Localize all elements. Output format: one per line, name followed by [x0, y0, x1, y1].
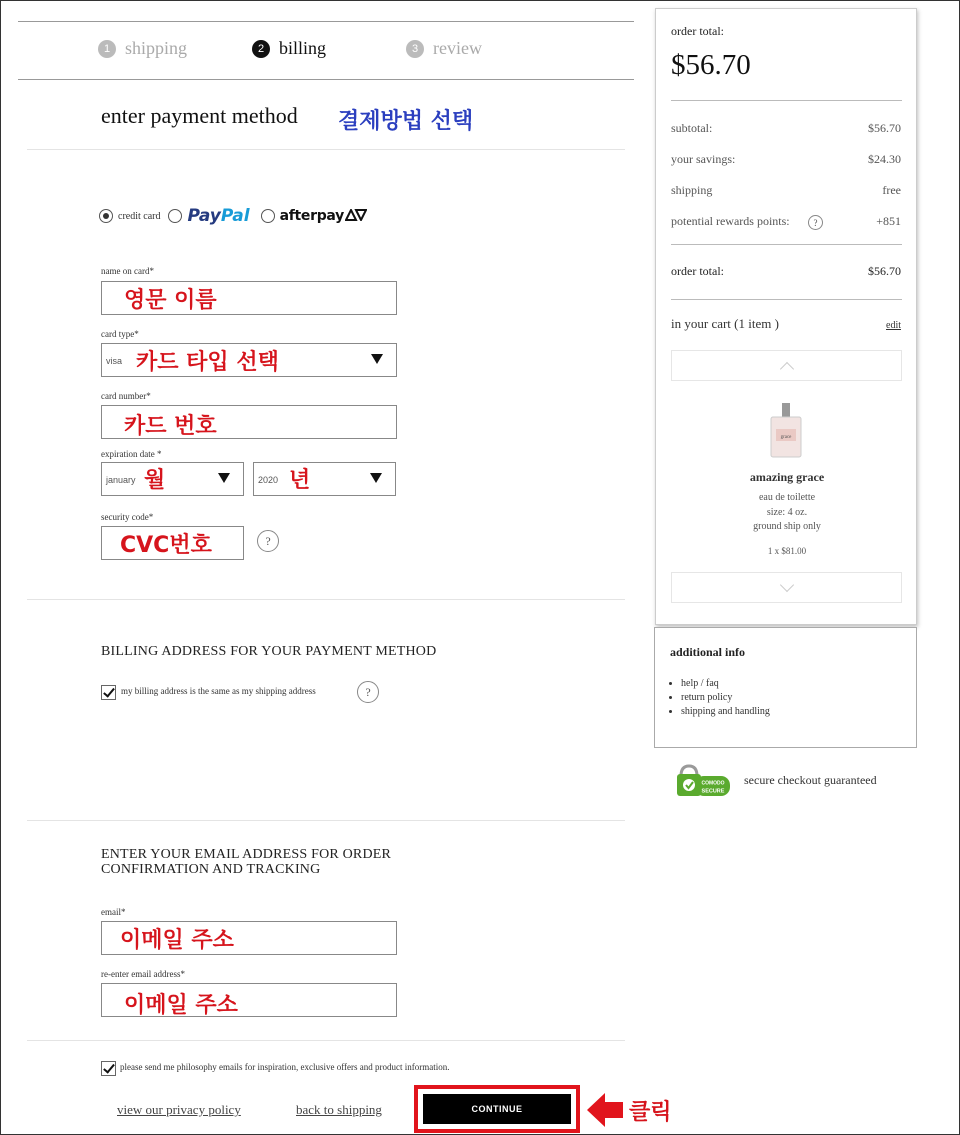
savings-label: your savings: — [671, 152, 736, 166]
cart-count-label: in your cart (1 item ) — [671, 316, 779, 331]
step-shipping[interactable] — [98, 38, 187, 59]
summary-divider — [671, 100, 902, 101]
rewards-help-icon[interactable]: ? — [808, 215, 823, 230]
checkout-steps — [18, 21, 634, 80]
order-summary — [655, 8, 917, 625]
badge-bottom-text: SECURE — [701, 788, 725, 795]
expiration-year-value: 2020 — [258, 475, 279, 485]
privacy-policy-link[interactable]: view our privacy policy — [117, 1102, 241, 1117]
reenter-email-label: re-enter email address* — [101, 969, 185, 979]
red-arrow-icon — [585, 1090, 625, 1130]
order-total-value-2: $56.70 — [868, 264, 901, 278]
carousel-up-button[interactable] — [671, 350, 902, 381]
badge-top-text: COMODO — [701, 780, 725, 787]
card-type-value: visa — [106, 356, 123, 366]
annotation-payment-method: 결제방법 선택 — [338, 109, 474, 134]
additional-info-list — [681, 677, 770, 719]
product-size: size: 4 oz. — [766, 507, 808, 518]
step-number: 1 — [98, 40, 116, 58]
carousel-down-button[interactable] — [671, 572, 902, 603]
expiration-year-select[interactable] — [253, 462, 396, 496]
security-help-icon[interactable]: ? — [257, 530, 279, 552]
paypal-logo[interactable]: PayPal — [187, 206, 250, 226]
step-number: 3 — [406, 40, 424, 58]
step-billing — [252, 38, 326, 59]
continue-button[interactable]: CONTINUE — [423, 1094, 571, 1124]
same-as-shipping-label[interactable]: my billing address is the same as my shipping address — [121, 686, 316, 696]
return-policy-link[interactable]: • return policy — [681, 691, 770, 705]
annotation-click: 클릭 — [629, 1100, 672, 1125]
afterpay-logo[interactable]: afterpay — [280, 208, 367, 224]
subtotal-value: $56.70 — [868, 121, 901, 135]
chevron-up-icon — [779, 361, 793, 375]
rewards-value: +851 — [876, 214, 901, 228]
billing-address-title: BILLING ADDRESS FOR YOUR PAYMENT METHOD — [101, 644, 437, 659]
order-total-label-2: order total: — [671, 264, 724, 278]
divider — [27, 149, 625, 150]
dropdown-arrow-icon — [371, 354, 383, 364]
annotation-name: 영문 이름 — [124, 288, 217, 313]
step-label: shipping — [125, 38, 188, 58]
secure-checkout-text: secure checkout guaranteed — [744, 773, 877, 787]
credit-card-radio[interactable] — [99, 209, 113, 223]
help-faq-link[interactable]: • help / faq — [681, 677, 770, 691]
email-title-line1: ENTER YOUR EMAIL ADDRESS FOR ORDER — [101, 847, 392, 862]
afterpay-arrows-icon — [345, 209, 367, 221]
product-name[interactable]: amazing grace — [749, 470, 825, 484]
shipping-handling-link[interactable]: • shipping and handling — [681, 705, 770, 719]
edit-cart-link[interactable]: edit — [886, 320, 901, 331]
billing-help-icon[interactable]: ? — [357, 681, 379, 703]
annotation-card-type: 카드 타입 선택 — [136, 350, 279, 375]
shipping-value: free — [882, 183, 901, 197]
expiration-month-select[interactable] — [101, 462, 244, 496]
bottle-label: grace — [780, 435, 792, 440]
credit-card-label[interactable]: credit card — [118, 210, 161, 222]
order-total-amount: $56.70 — [671, 49, 751, 81]
step-number: 2 — [252, 40, 270, 58]
additional-info-title: additional info — [670, 645, 746, 659]
email-optin-checkbox[interactable] — [101, 1061, 116, 1076]
comodo-secure-badge — [675, 764, 732, 798]
summary-divider — [671, 244, 902, 245]
rewards-label: potential rewards points: — [671, 214, 790, 228]
email-label: email* — [101, 907, 126, 917]
same-as-shipping-checkbox[interactable] — [101, 685, 116, 700]
divider — [27, 820, 625, 821]
paypal-radio[interactable] — [168, 209, 182, 223]
email-optin-label[interactable]: please send me philosophy emails for inspiration, exclusive offers and product information. — [120, 1062, 450, 1072]
name-on-card-label: name on card* — [101, 266, 154, 276]
card-type-label: card type* — [101, 329, 139, 339]
afterpay-radio[interactable] — [261, 209, 275, 223]
divider — [27, 599, 625, 600]
chevron-down-icon — [779, 577, 793, 591]
additional-info-panel — [654, 627, 917, 748]
dropdown-arrow-icon — [218, 473, 230, 483]
savings-value: $24.30 — [868, 152, 901, 166]
step-label: billing — [279, 38, 327, 58]
expiration-date-label: expiration date * — [101, 449, 162, 459]
product-image[interactable] — [769, 401, 803, 459]
step-label: review — [433, 38, 482, 58]
expiration-month-value: january — [106, 475, 136, 485]
summary-divider — [671, 299, 902, 300]
annotation-card-number: 카드 번호 — [124, 414, 217, 439]
divider — [27, 1040, 625, 1041]
annotation-security-code: CVC번호 — [120, 533, 212, 558]
product-shipping-note: ground ship only — [753, 521, 821, 532]
annotation-email: 이메일 주소 — [120, 928, 234, 953]
annotation-year: 년 — [289, 468, 311, 493]
dropdown-arrow-icon — [370, 473, 382, 483]
product-qty-price: 1 x $81.00 — [767, 546, 807, 556]
shipping-label: shipping — [671, 183, 713, 197]
email-title-line2: CONFIRMATION AND TRACKING — [101, 862, 321, 877]
back-to-shipping-link[interactable]: back to shipping — [296, 1102, 382, 1117]
card-number-label: card number* — [101, 391, 151, 401]
annotation-month: 월 — [144, 468, 166, 493]
security-code-label: security code* — [101, 512, 154, 522]
payment-method-title: enter payment method — [101, 103, 298, 128]
email-section-title — [101, 847, 391, 877]
annotation-reenter-email: 이메일 주소 — [124, 993, 238, 1018]
continue-highlight — [414, 1085, 580, 1133]
order-total-label: order total: — [671, 24, 724, 38]
product-type: eau de toilette — [758, 492, 816, 503]
subtotal-label: subtotal: — [671, 121, 713, 135]
step-review — [406, 38, 482, 59]
payment-options — [99, 206, 367, 226]
